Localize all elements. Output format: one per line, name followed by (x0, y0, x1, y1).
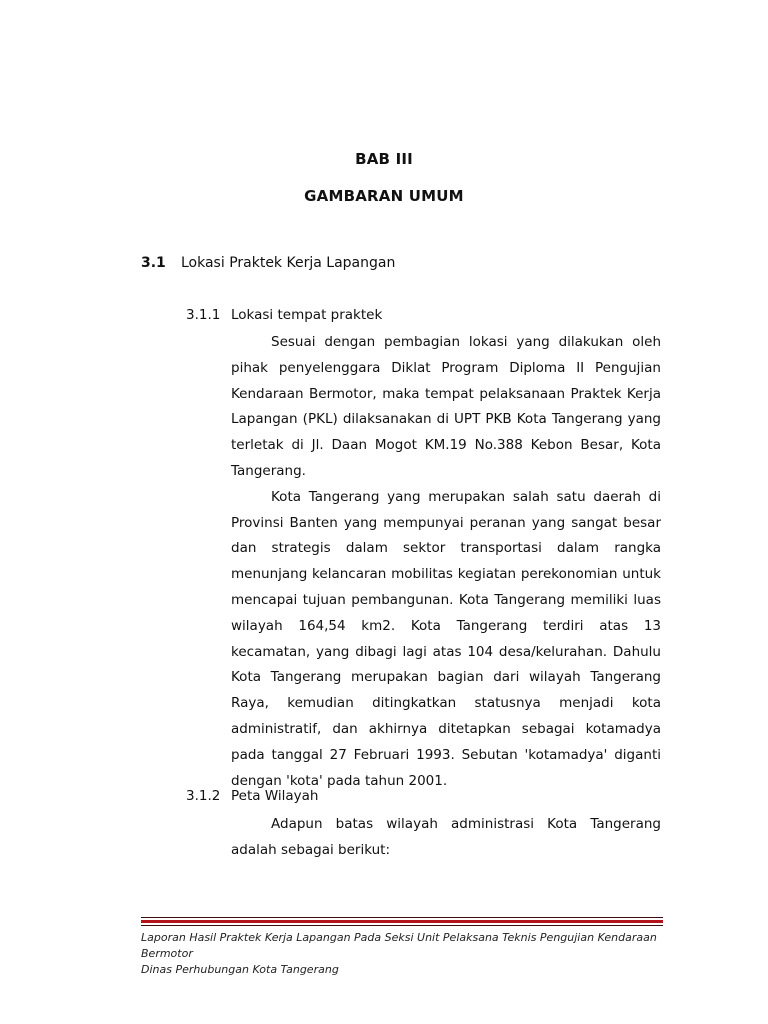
chapter-number: BAB III (355, 150, 413, 168)
paragraph: Sesuai dengan pembagian lokasi yang dilakukan oleh pihak penyelenggara Diklat Program Diploma II Pengujian Kendaraan Bermotor, maka tempat pelaksanaan Praktek Kerja Lapangan (PKL) dilaksanakan di UPT PKB Kota Tangerang yang terletak di Jl. Daan Mogot KM.19 No.388 Kebon Besar, Kota Tangerang. (231, 334, 661, 479)
footer-line-1: Laporan Hasil Praktek Kerja Lapangan Pada Seksi Unit Pelaksana Teknis Pengujian Kendaraan Bermotor (141, 931, 657, 960)
subsection-body-peta (231, 812, 661, 864)
footer-rule-bottom (141, 925, 663, 926)
subsection-heading-lokasi (186, 307, 382, 323)
subsection-number: 3.1.1 (186, 307, 221, 323)
subsection-body-lokasi (231, 330, 661, 794)
subsection-title: Peta Wilayah (231, 788, 319, 804)
section-heading (141, 255, 395, 271)
subsection-heading-peta (186, 788, 318, 804)
paragraph: Kota Tangerang yang merupakan salah satu daerah di Provinsi Banten yang mempunyai peranan yang sangat besar dan strategis dalam sektor transportasi dalam rangka menunjang kelancaran mobilitas kegiatan perekonomian untuk mencapai tujuan pembangunan. Kota Tangerang memiliki luas wilayah 164,54 km2. Kota Tangerang terdiri atas 13 kecamatan, yang dibagi lagi atas 104 desa/kelurahan. Dahulu Kota Tangerang merupakan bagian dari wilayah Tangerang Raya, kemudian ditingkatkan statusnya menjadi kota administratif, dan akhirnya ditetapkan sebagai kotamadya pada tanggal 27 Februari 1993. Sebutan 'kotamadya' diganti dengan 'kota' pada tahun 2001. (231, 488, 661, 789)
section-number: 3.1 (141, 255, 166, 271)
chapter-title: GAMBARAN UMUM (304, 187, 464, 205)
paragraph: Adapun batas wilayah administrasi Kota Tangerang adalah sebagai berikut: (231, 816, 661, 858)
footer-rule-accent (141, 920, 663, 923)
page-footer (141, 930, 701, 978)
footer-rule-top (141, 917, 663, 918)
subsection-number: 3.1.2 (186, 788, 221, 804)
subsection-title: Lokasi tempat praktek (231, 307, 383, 323)
footer-divider (141, 917, 663, 926)
section-title: Lokasi Praktek Kerja Lapangan (181, 255, 396, 271)
footer-line-2: Dinas Perhubungan Kota Tangerang (141, 963, 339, 976)
